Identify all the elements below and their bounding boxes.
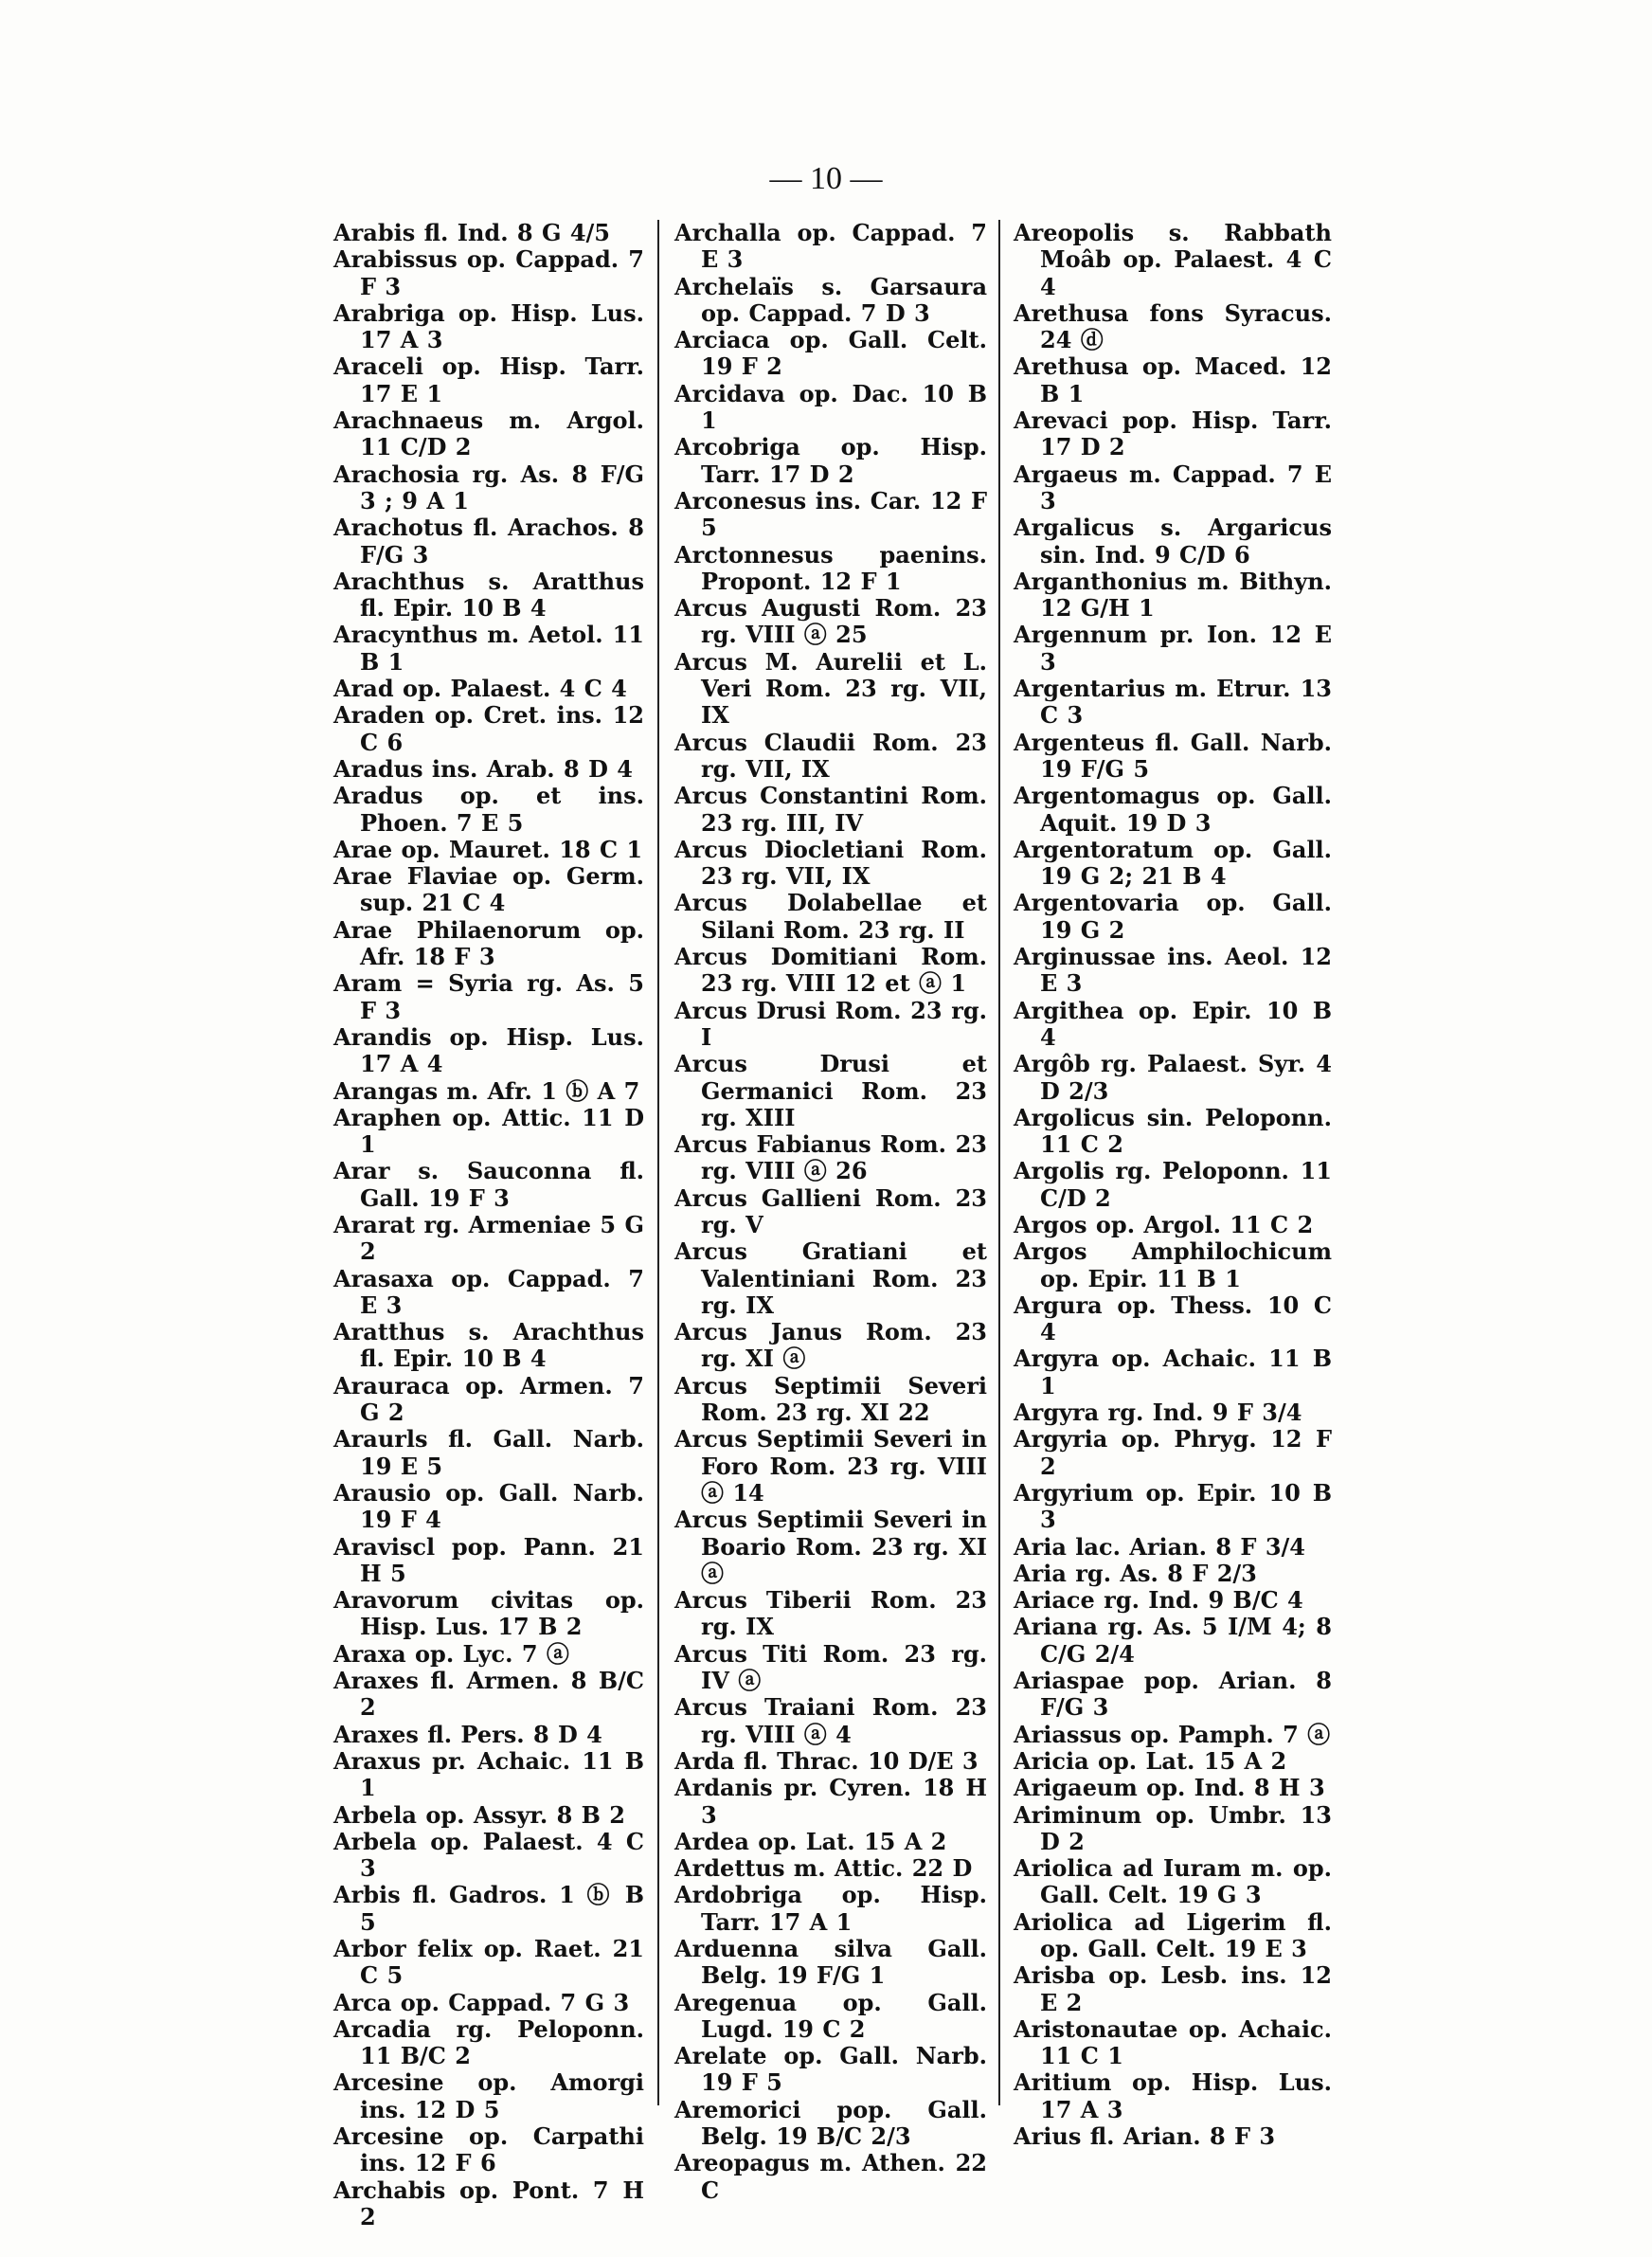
index-entry: Arctonnesus paenins. Propont. 12 F 1 [674, 540, 987, 595]
index-entry: Ariana rg. As. 5 I/M 4; 8 C/G 2/4 [1014, 1613, 1332, 1668]
index-entry: Arevaci pop. Hisp. Tarr. 17 D 2 [1014, 406, 1332, 461]
index-entry: Arcus Drusi et Germanici Rom. 23 rg. XIII [674, 1050, 987, 1131]
index-entry: Argentarius m. Etrur. 13 C 3 [1014, 675, 1332, 730]
index-entry: Aregenua op. Gall. Lugd. 19 C 2 [674, 1988, 987, 2043]
index-entry: Arachotus fl. Arachos. 8 F/G 3 [333, 514, 644, 569]
index-entry: Areopagus m. Athen. 22 C [674, 2149, 987, 2204]
index-entry: Ariaspae pop. Arian. 8 F/G 3 [1014, 1667, 1332, 1722]
index-entry: Arbela op. Palaest. 4 C 3 [333, 1827, 644, 1883]
index-entry: Arausio op. Gall. Narb. 19 F 4 [333, 1478, 644, 1534]
index-entry: Arethusa fons Syracus. 24 ⓓ [1014, 298, 1332, 354]
index-entry: Arcesine op. Amorgi ins. 12 D 5 [333, 2068, 644, 2123]
index-entry: Arachnaeus m. Argol. 11 C/D 2 [333, 406, 644, 461]
index-entry: Ariace rg. Ind. 9 B/C 4 [1014, 1586, 1303, 1615]
index-entry: Argenteus fl. Gall. Narb. 19 F/G 5 [1014, 728, 1332, 783]
index-entry: Araviscl pop. Pann. 21 H 5 [333, 1532, 644, 1587]
index-entry: Arda fl. Thrac. 10 D/E 3 [674, 1746, 979, 1775]
index-entry: Arar s. Sauconna fl. Gall. 19 F 3 [333, 1157, 644, 1212]
column-divider [657, 220, 659, 2105]
index-entry: Aria lac. Arian. 8 F 3/4 [1014, 1532, 1305, 1561]
index-entry: Arcus Gratiani et Valentiniani Rom. 23 rg. IX [674, 1237, 987, 1319]
index-entry: Aritium op. Hisp. Lus. 17 A 3 [1014, 2068, 1332, 2123]
index-entry: Arcus Gallieni Rom. 23 rg. V [674, 1183, 987, 1238]
index-entry: Arbela op. Assyr. 8 B 2 [333, 1800, 625, 1829]
index-entry: Argithea op. Epir. 10 B 4 [1014, 996, 1332, 1051]
index-entry: Aradus op. et ins. Phoen. 7 E 5 [333, 782, 644, 837]
index-entry: Argos Amphilochicum op. Epir. 11 B 1 [1014, 1237, 1332, 1292]
index-entry: Arisba op. Lesb. ins. 12 E 2 [1014, 1961, 1332, 2016]
index-entry: Areopolis s. Rabbath Moâb op. Palaest. 4 C 4 [1014, 219, 1332, 300]
index-entry: Arae Philaenorum op. Afr. 18 F 3 [333, 915, 644, 971]
index-entry: Arcus Fabianus Rom. 23 rg. VIII ⓐ 26 [674, 1130, 987, 1185]
index-entry: Arcus M. Aurelii et L. Veri Rom. 23 rg. VII, IX [674, 647, 987, 730]
index-entry: Argaeus m. Cappad. 7 E 3 [1014, 460, 1332, 515]
index-entry: Arangas m. Afr. 1 ⓑ A 7 [333, 1076, 640, 1105]
index-entry: Ardobriga op. Hisp. Tarr. 17 A 1 [674, 1881, 987, 1936]
index-entry: Arauraca op. Armen. 7 G 2 [333, 1371, 644, 1427]
index-entry: Arginussae ins. Aeol. 12 E 3 [1014, 943, 1332, 998]
index-entry: Arcus Septimii Severi Rom. 23 rg. XI 22 [674, 1371, 987, 1427]
index-entry: Araxa op. Lyc. 7 ⓐ [333, 1639, 569, 1668]
index-entry: Argolicus sin. Peloponn. 11 C 2 [1014, 1103, 1332, 1159]
index-entry: Argentoratum op. Gall. 19 G 2; 21 B 4 [1014, 835, 1332, 891]
index-entry: Arabis fl. Ind. 8 G 4/5 [333, 219, 610, 246]
index-entry: Araphen op. Attic. 11 D 1 [333, 1103, 644, 1159]
index-entry: Arabriga op. Hisp. Lus. 17 A 3 [333, 298, 644, 354]
index-entry: Arcus Claudii Rom. 23 rg. VII, IX [674, 728, 987, 783]
index-entry: Argôb rg. Palaest. Syr. 4 D 2/3 [1014, 1050, 1332, 1105]
index-entry: Ariassus op. Pamph. 7 ⓐ [1014, 1720, 1331, 1748]
index-entry: Arcus Drusi Rom. 23 rg. I [674, 996, 987, 1051]
index-entry: Argyra op. Achaic. 11 B 1 [1014, 1345, 1332, 1399]
index-entry: Arcus Septimii Severi in Boario Rom. 23 rg. XI ⓐ [674, 1506, 987, 1587]
index-entry: Arasaxa op. Cappad. 7 E 3 [333, 1264, 644, 1319]
index-entry: Aravorum civitas op. Hisp. Lus. 17 B 2 [333, 1586, 644, 1641]
index-column-1 [333, 220, 644, 2230]
index-entry: Ariolica ad Ligerim fl. op. Gall. Celt. 19 E 3 [1014, 1907, 1332, 1962]
index-entry: Arachthus s. Aratthus fl. Epir. 10 B 4 [333, 567, 644, 623]
index-entry: Arbis fl. Gadros. 1 ⓑ B 5 [333, 1881, 644, 1936]
index-entry: Arca op. Cappad. 7 G 3 [333, 1988, 630, 2016]
index-entry: Aricia op. Lat. 15 A 2 [1014, 1746, 1287, 1775]
index-entry: Argyria op. Phryg. 12 F 2 [1014, 1425, 1332, 1480]
index-entry: Arigaeum op. Ind. 8 H 3 [1014, 1774, 1325, 1802]
index-entry: Argyrium op. Epir. 10 B 3 [1014, 1478, 1332, 1534]
index-entry: Arius fl. Arian. 8 F 3 [1014, 2122, 1276, 2151]
index-entry: Aratthus s. Arachthus fl. Epir. 10 B 4 [333, 1318, 644, 1373]
index-entry: Arbor felix op. Raet. 21 C 5 [333, 1935, 644, 1990]
index-entry: Ardettus m. Attic. 22 D [674, 1854, 973, 1883]
index-entry: Ariminum op. Umbr. 13 D 2 [1014, 1800, 1332, 1855]
index-entry: Ardea op. Lat. 15 A 2 [674, 1827, 947, 1855]
index-entry: Arae Flaviae op. Germ. sup. 21 C 4 [333, 862, 644, 917]
index-entry: Ariolica ad Iuram m. op. Gall. Celt. 19 G 3 [1014, 1854, 1332, 1909]
page-number: — 10 — [769, 161, 883, 196]
index-entry: Argolis rg. Peloponn. 11 C/D 2 [1014, 1157, 1332, 1212]
index-entry: Argos op. Argol. 11 C 2 [1014, 1210, 1314, 1238]
index-entry: Argennum pr. Ion. 12 E 3 [1014, 621, 1332, 676]
index-entry: Aristonautae op. Achaic. 11 C 1 [1014, 2014, 1332, 2070]
index-entry: Aracynthus m. Aetol. 11 B 1 [333, 621, 644, 676]
index-entry: Arandis op. Hisp. Lus. 17 A 4 [333, 1022, 644, 1078]
index-entry: Aremorici pop. Gall. Belg. 19 B/C 2/3 [674, 2095, 987, 2151]
index-entry: Arae op. Mauret. 18 C 1 [333, 835, 643, 863]
index-entry: Arganthonius m. Bithyn. 12 G/H 1 [1014, 567, 1332, 623]
index-entry: Arcidava op. Dac. 10 B 1 [674, 379, 987, 435]
index-entry: Argyra rg. Ind. 9 F 3/4 [1014, 1399, 1302, 1427]
index-entry: Arconesus ins. Car. 12 F 5 [674, 486, 987, 542]
index-entry: Archabis op. Pont. 7 H 2 [333, 2176, 644, 2230]
index-entry: Araxes fl. Armen. 8 B/C 2 [333, 1667, 644, 1722]
index-entry: Arcus Titi Rom. 23 rg. IV ⓐ [674, 1639, 987, 1695]
index-entry: Arethusa op. Maced. 12 B 1 [1014, 352, 1332, 407]
index-entry: Aria rg. As. 8 F 2/3 [1014, 1559, 1257, 1587]
column-divider [998, 220, 1000, 2105]
index-entry: Araxus pr. Achaic. 11 B 1 [333, 1746, 644, 1802]
index-entry: Arelate op. Gall. Narb. 19 F 5 [674, 2042, 987, 2097]
index-entry: Arcus Septimii Severi in Foro Rom. 23 rg. VIII ⓐ 14 [674, 1425, 987, 1507]
index-entry: Arcus Tiberii Rom. 23 rg. IX [674, 1586, 987, 1641]
index-entry: Argura op. Thess. 10 C 4 [1014, 1291, 1332, 1346]
index-entry: Aram = Syria rg. As. 5 F 3 [333, 969, 644, 1024]
index-entry: Argentovaria op. Gall. 19 G 2 [1014, 889, 1332, 944]
index-entry: Arcus Traiani Rom. 23 rg. VIII ⓐ 4 [674, 1693, 987, 1748]
index-entry: Arad op. Palaest. 4 C 4 [333, 675, 627, 703]
index-entry: Ararat rg. Armeniae 5 G 2 [333, 1210, 644, 1266]
index-entry: Arcesine op. Carpathi ins. 12 F 6 [333, 2122, 644, 2177]
index-entry: Arcus Augusti Rom. 23 rg. VIII ⓐ 25 [674, 594, 987, 649]
index-entry: Arduenna silva Gall. Belg. 19 F/G 1 [674, 1935, 987, 1990]
index-entry: Ardanis pr. Cyren. 18 H 3 [674, 1774, 987, 1829]
index-column-2 [674, 220, 987, 2204]
index-entry: Araxes fl. Pers. 8 D 4 [333, 1720, 602, 1748]
index-entry: Arabissus op. Cappad. 7 F 3 [333, 245, 644, 300]
index-entry: Archelaïs s. Garsaura op. Cappad. 7 D 3 [674, 272, 987, 327]
index-entry: Aradus ins. Arab. 8 D 4 [333, 754, 633, 783]
index-entry: Arcus Domitiani Rom. 23 rg. VIII 12 et ⓐ 1 [674, 943, 987, 998]
index-column-3 [1014, 220, 1332, 2150]
index-entry: Argalicus s. Argaricus sin. Ind. 9 C/D 6 [1014, 514, 1332, 569]
index-entry: Arcadia rg. Peloponn. 11 B/C 2 [333, 2014, 644, 2070]
index-entry: Arcus Dolabellae et Silani Rom. 23 rg. II [674, 889, 987, 944]
index-entry: Arcobriga op. Hisp. Tarr. 17 D 2 [674, 433, 987, 488]
index-entry: Arcus Diocletiani Rom. 23 rg. VII, IX [674, 835, 987, 891]
index-entry: Arachosia rg. As. 8 F/G 3 ; 9 A 1 [333, 460, 644, 515]
index-entry: Arcus Janus Rom. 23 rg. XI ⓐ [674, 1318, 987, 1373]
index-entry: Araurls fl. Gall. Narb. 19 E 5 [333, 1425, 644, 1480]
index-entry: Arciaca op. Gall. Celt. 19 F 2 [674, 326, 987, 381]
index-entry: Argentomagus op. Gall. Aquit. 19 D 3 [1014, 782, 1332, 837]
index-entry: Archalla op. Cappad. 7 E 3 [674, 219, 987, 274]
index-entry: Araceli op. Hisp. Tarr. 17 E 1 [333, 352, 644, 407]
index-entry: Arcus Constantini Rom. 23 rg. III, IV [674, 782, 987, 837]
index-entry: Araden op. Cret. ins. 12 C 6 [333, 701, 644, 756]
